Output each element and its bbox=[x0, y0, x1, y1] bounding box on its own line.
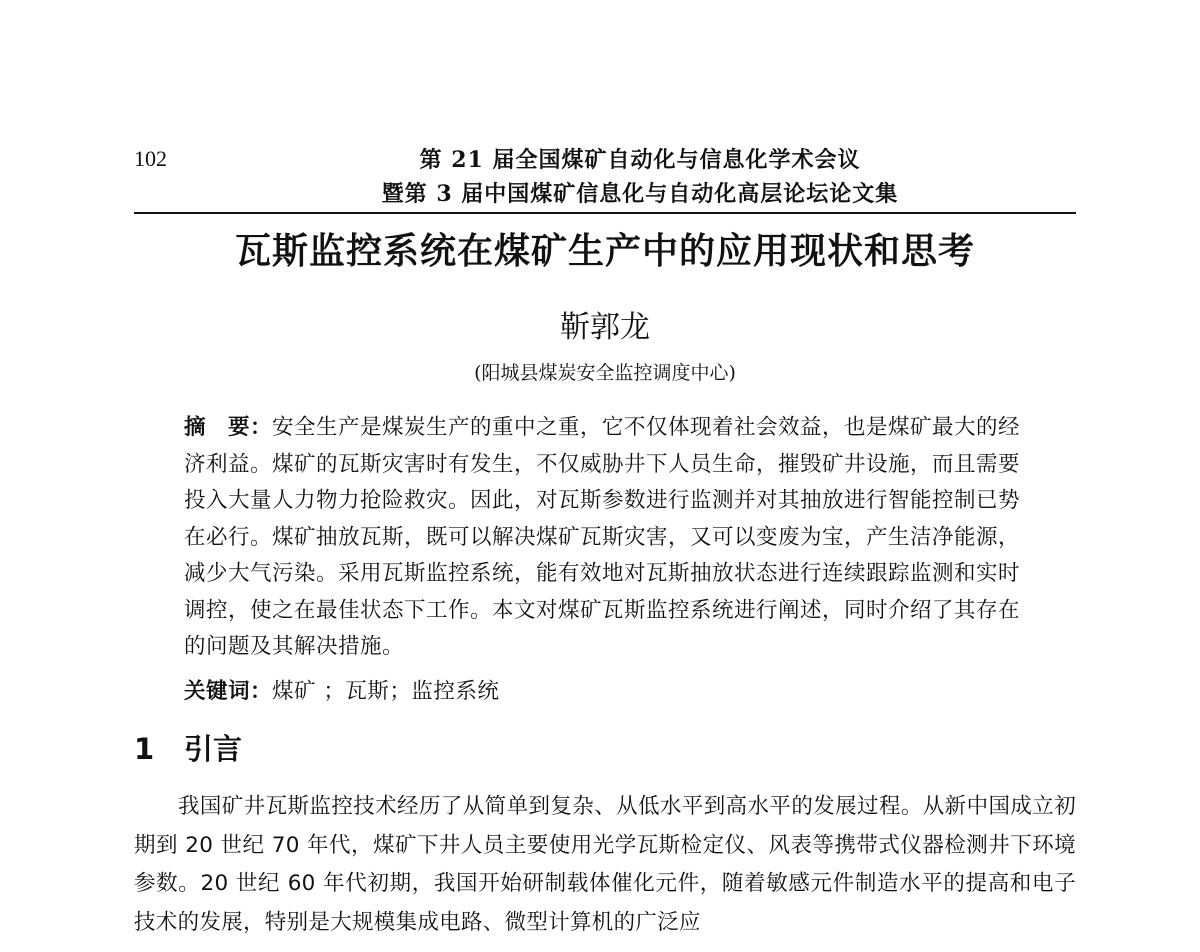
body-paragraph: 我国矿井瓦斯监控技术经历了从简单到复杂、从低水平到高水平的发展过程。从新中国成立初期到 20 世纪 70 年代，煤矿下井人员主要使用光学瓦斯检定仪、风表等携带式仪器检测井下环境参数。20 世纪 60 年代初期，我国开始研制载体催化元件，随着敏感元件制造水平的提高和电子技术的发展，特别是大规模集成电路、微型计算机的广泛应 bbox=[134, 794, 1076, 935]
author-name: 靳郭龙 bbox=[560, 310, 650, 345]
section-title: 引言 bbox=[184, 732, 243, 766]
keywords-text: 煤矿 ；瓦斯；监控系统 bbox=[272, 679, 500, 704]
running-header-line-2: 暨第 3 届中国煤矿信息化与自动化高层论坛论文集 bbox=[381, 181, 899, 207]
running-header-line-1: 第 21 届全国煤矿自动化与信息化学术会议 bbox=[419, 147, 861, 173]
running-header bbox=[200, 143, 1080, 211]
keywords bbox=[184, 674, 1034, 710]
section-number: 1 bbox=[134, 732, 155, 766]
section-heading bbox=[134, 728, 242, 770]
page-number: 102 bbox=[134, 146, 167, 171]
keywords-label: 关键词： bbox=[184, 679, 273, 704]
paper-title: 瓦斯监控系统在煤矿生产中的应用现状和思考 bbox=[234, 231, 975, 272]
author-affiliation: (阳城县煤炭安全监控调度中心) bbox=[474, 362, 736, 384]
abstract-text: 安全生产是煤炭生产的重中之重，它不仅体现着社会效益，也是煤矿最大的经济利益。煤矿的瓦斯灾害时有发生，不仅威胁井下人员生命，摧毁矿井设施，而且需要投入大量人力物力抢险救灾。因此，对瓦斯参数进行监测并对其抽放进行智能控制已势在必行。煤矿抽放瓦斯，既可以解决煤矿瓦斯灾害，又可以变废为宝，产生洁净能源，减少大气污染。采用瓦斯监控系统，能有效地对瓦斯抽放状态进行连续跟踪监测和实时调控，使之在最佳状态下工作。本文对煤矿瓦斯监控系统进行阐述，同时介绍了其存在的问题及其解决措施。 bbox=[184, 415, 1021, 659]
abstract bbox=[184, 410, 1034, 666]
abstract-label: 摘 要： bbox=[184, 415, 273, 440]
header-rule bbox=[134, 212, 1076, 214]
